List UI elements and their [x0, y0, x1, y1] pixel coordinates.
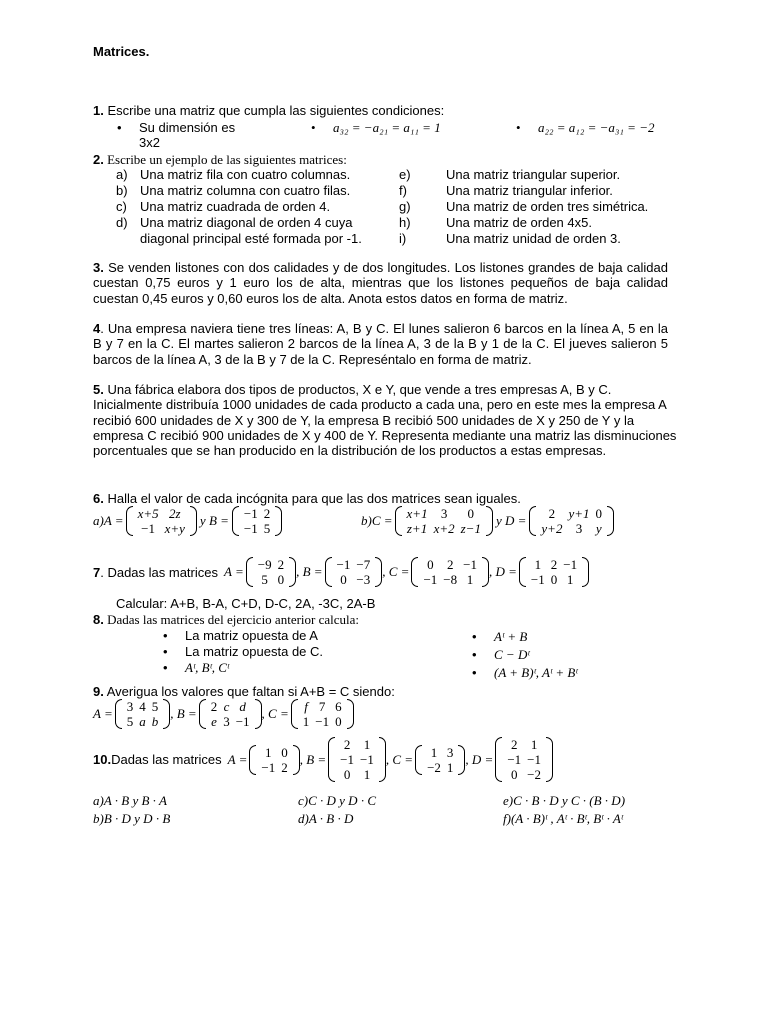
matrix-q7-a — [246, 557, 296, 587]
matrix-cell: x+5 — [137, 506, 159, 521]
q1-bullet-2: a₃₂ = −a₂₁ = a₁₁ = 1 — [333, 120, 441, 135]
q2-item-text: Una matriz de orden tres simétrica. — [446, 199, 649, 214]
matrix-cell: −3 — [356, 572, 371, 587]
matrix-cell: −1 — [141, 521, 155, 536]
matrix-cell: 0 — [550, 572, 558, 587]
matrix-cell: −1 — [340, 752, 355, 767]
q2-item-text: Una matriz triangular superior. — [446, 167, 621, 182]
q2-item — [116, 183, 362, 199]
q2-item — [399, 231, 648, 247]
q2-item-continuation: diagonal principal esté formada por -1. — [140, 231, 362, 246]
q2-item-letter: i) — [399, 231, 407, 246]
matrix-q6-b — [232, 506, 282, 536]
question-8: 8. Dadas las matrices del ejercicio anterior calcula: — [93, 612, 360, 627]
matrix-cell: −1 — [527, 752, 542, 767]
matrix-cell: −1 — [360, 752, 374, 767]
q8-right-list: Aᵗ + B C − Dᵗ (A + B)ᵗ, Aᵗ + Bᵗ — [494, 629, 578, 680]
matrix-cell: x+1 — [406, 506, 428, 521]
matrix-cell: −1 — [507, 752, 522, 767]
q6-part-b: b)C = x+1 3 0 z+1 x+2 z−1 y D = 2 y+1 0 y+2 3 y — [361, 506, 614, 536]
matrix-cell: 5 — [261, 572, 268, 587]
q2-item-letter: a) — [116, 167, 128, 182]
matrix-cell: 0 — [511, 767, 518, 782]
matrix-cell: z−1 — [460, 521, 481, 536]
matrix-q10-a — [249, 745, 299, 775]
question-2: 2. Escribe un ejemplo de las siguientes matrices: — [93, 152, 347, 167]
matrix-cell: 2 — [446, 557, 454, 572]
q2-item-text: Una matriz diagonal de orden 4 cuya — [140, 215, 353, 230]
question-5: 5. Una fábrica elabora dos tipos de productos, X e Y, que vende a tres empresas A, B y C. Inicialmente distribuía 1000 unidades de cada producto a cada una, pero en este mes la empresa A recibió 600 unidades de X y 300 de Y, la empresa B recibió 500 unidades de X y 250 de Y y la empresa C recibió 900 unidades de X y 400 de Y. Representa mediante una matriz las disminuciones porcentuales que se han producido en la distribución de los productos a estas empresas. — [93, 382, 677, 459]
q2-item — [116, 199, 362, 215]
matrix-q10-c — [415, 745, 465, 775]
q1-bullet-3: a₂₂ = a₁₂ = −a₃₁ = −2 — [538, 120, 655, 135]
matrix-cell: 2 — [548, 506, 556, 521]
q2-item-letter: d) — [116, 215, 128, 230]
matrix-cell: 2 — [550, 557, 558, 572]
q2-item — [399, 215, 648, 231]
q6-part-a: a)A = x+5 2z −1 x+y y B = −1 2 −1 5 — [93, 506, 282, 536]
q2-item-letter: c) — [116, 199, 127, 214]
q2-item — [399, 199, 648, 215]
matrix-cell: −1 — [243, 521, 258, 536]
matrix-cell: y — [595, 521, 602, 536]
matrix-cell: 3 — [446, 744, 454, 760]
matrix-cell: 5 — [126, 714, 134, 729]
q2-item — [399, 167, 648, 183]
matrix-cell: −7 — [356, 557, 371, 572]
matrix-q7-c — [411, 557, 489, 587]
page-title: Matrices. — [93, 44, 150, 59]
matrix-cell: 2 — [343, 737, 351, 752]
q2-item-text: Una matriz cuadrada de orden 4. — [140, 199, 331, 214]
matrix-q9-b — [199, 699, 262, 729]
matrix-cell: 0 — [427, 557, 434, 572]
matrix-cell: 4 — [139, 699, 146, 714]
matrix-q9-a — [115, 699, 171, 729]
matrix-cell: 2 — [277, 557, 285, 572]
matrix-cell: z+1 — [406, 521, 428, 536]
matrix-q6-d — [529, 506, 614, 536]
q1-bullet-1: Su dimensión es 3x2 — [139, 120, 236, 150]
matrix-cell: 6 — [335, 699, 342, 714]
matrix-cell: 7 — [318, 699, 326, 714]
matrix-cell: 2z — [168, 506, 181, 521]
matrix-cell: a — [139, 714, 146, 729]
matrix-q7-d — [519, 557, 589, 587]
matrix-q10-b — [328, 737, 386, 782]
matrix-cell: −1 — [235, 714, 250, 729]
matrix-q10-d — [495, 737, 553, 782]
matrix-cell: −1 — [261, 759, 276, 775]
matrix-cell: x+2 — [433, 521, 455, 536]
matrix-cell: y+2 — [541, 521, 563, 536]
matrix-cell: c — [223, 699, 230, 714]
matrix-cell: 0 — [340, 572, 347, 587]
q2-right-list — [399, 167, 648, 247]
q10-items-col2: c)C · D y D · C d)A · B · D — [298, 793, 376, 826]
matrix-cell: 3 — [223, 714, 230, 729]
q2-item-letter: f) — [399, 183, 407, 198]
q2-item-text: Una matriz de orden 4x5. — [446, 215, 592, 230]
matrix-cell: 1 — [530, 737, 538, 752]
matrix-cell: −2 — [527, 767, 542, 782]
matrix-cell: 1 — [446, 759, 454, 775]
matrix-cell: f — [304, 699, 308, 714]
matrix-cell: 0 — [595, 506, 602, 521]
q2-item-letter: g) — [399, 199, 411, 214]
matrix-cell: −1 — [463, 557, 477, 572]
matrix-cell: −1 — [423, 572, 438, 587]
q2-item — [399, 183, 648, 199]
matrix-cell: −1 — [243, 506, 258, 521]
matrix-cell: 0 — [277, 572, 285, 587]
q2-item-text: Una matriz triangular inferior. — [446, 183, 613, 198]
matrix-cell: 1 — [363, 737, 371, 752]
matrix-q6-c — [395, 506, 493, 536]
matrix-q9-c — [291, 699, 354, 729]
matrix-cell: −1 — [530, 572, 545, 587]
question-9: 9. Averigua los valores que faltan si A+B = C siendo: — [93, 684, 395, 699]
matrix-cell: −9 — [257, 557, 272, 572]
matrix-cell: 0 — [343, 767, 351, 782]
matrix-cell: 2 — [263, 506, 271, 521]
matrix-cell: 3 — [575, 521, 583, 536]
question-3: 3. Se venden listones con dos calidades y de dos longitudes. Los listones grandes de baja calidad cuestan 0,75 euros y 1 euro los de alta, mientras que los listones pequeños de baja calidad cuestan 0,45 euros y 0,60 euros los de alta. Anota estos datos en forma de matriz. — [93, 260, 668, 306]
matrix-cell: 1 — [466, 572, 474, 587]
question-1: 1. Escribe una matriz que cumpla las siguientes condiciones: — [93, 103, 445, 118]
matrix-cell: 1 — [534, 557, 542, 572]
matrix-cell: 2 — [281, 759, 288, 775]
q7-calc: Calcular: A+B, B-A, C+D, D-C, 2A, -3C, 2A-B — [116, 596, 376, 611]
matrix-cell: 3 — [440, 506, 448, 521]
q8-left-list: La matriz opuesta de A La matriz opuesta de C. Aᵗ, Bᵗ, Cᵗ — [185, 628, 324, 675]
question-4: 4. Una empresa naviera tiene tres líneas: A, B y C. El lunes salieron 6 barcos en la línea A, 5 en la B y 7 en la C. El martes salieron 2 barcos de la línea A, 3 de la B y 1 de la C. El jueves salieron 5 barcos de la línea A, 3 de la B y 7 de la C. Represéntalo en forma de matriz. — [93, 321, 668, 367]
matrix-cell: b — [151, 714, 159, 729]
matrix-cell: −1 — [563, 557, 578, 572]
matrix-cell: 0 — [281, 744, 288, 760]
matrix-cell: d — [239, 699, 246, 714]
q2-item — [116, 215, 362, 231]
question-6: 6. Halla el valor de cada incógnita para que las dos matrices sean iguales. — [93, 491, 521, 506]
matrix-cell: −1 — [336, 557, 351, 572]
q2-item-text: Una matriz fila con cuatro columnas. — [140, 167, 351, 182]
question-10: 10. Dadas las matrices A = 1 0 −1 2 , B = 2 1 −1 −1 0 1 , C = 1 3 −2 1 , D = 2 1 −1 −1 0 −2 — [93, 737, 553, 782]
q10-items-col3: e)C · B · D y C · (B · D) f)(A · B)ᵗ , Aᵗ · Bᵗ, Bᵗ · Aᵗ — [503, 793, 626, 826]
matrix-cell: −8 — [443, 572, 458, 587]
matrix-cell: −1 — [315, 714, 330, 729]
q2-item — [116, 167, 362, 183]
matrix-cell: 0 — [467, 506, 475, 521]
q2-left-list — [116, 167, 362, 247]
q2-item-text: Una matriz unidad de orden 3. — [446, 231, 621, 246]
q2-item-letter: h) — [399, 215, 411, 230]
matrix-cell: −2 — [427, 759, 441, 775]
q2-item-letter: b) — [116, 183, 128, 198]
matrix-cell: 1 — [430, 744, 438, 760]
q9-matrices: A = 3 4 5 5 a b , B = 2 c d e 3 −1 , C = f 7 6 1 −1 0 — [93, 699, 354, 729]
matrix-cell: 0 — [335, 714, 342, 729]
q10-items-col1: a)A · B y B · A b)B · D y D · B — [93, 793, 171, 826]
matrix-cell: 2 — [210, 699, 218, 714]
matrix-cell: 3 — [126, 699, 134, 714]
q2-item-text: Una matriz columna con cuatro filas. — [140, 183, 351, 198]
matrix-q7-b — [325, 557, 383, 587]
matrix-cell: 5 — [151, 699, 159, 714]
question-7: 7 . Dadas las matrices A = −9 2 5 0 , B = −1 −7 0 −3 , C = 0 2 −1 −1 −8 1 , D = 1 2 −1 −1 0 1 — [93, 557, 589, 587]
matrix-cell: x+y — [164, 521, 185, 536]
matrix-cell: 1 — [265, 744, 272, 760]
matrix-cell: 2 — [511, 737, 518, 752]
matrix-cell: 1 — [363, 767, 371, 782]
matrix-q6-a — [126, 506, 197, 536]
matrix-cell: e — [211, 714, 217, 729]
matrix-cell: 1 — [566, 572, 574, 587]
matrix-cell: y+1 — [568, 506, 590, 521]
matrix-cell: 5 — [263, 521, 271, 536]
matrix-cell: 1 — [302, 714, 310, 729]
q2-item-letter: e) — [399, 167, 411, 182]
